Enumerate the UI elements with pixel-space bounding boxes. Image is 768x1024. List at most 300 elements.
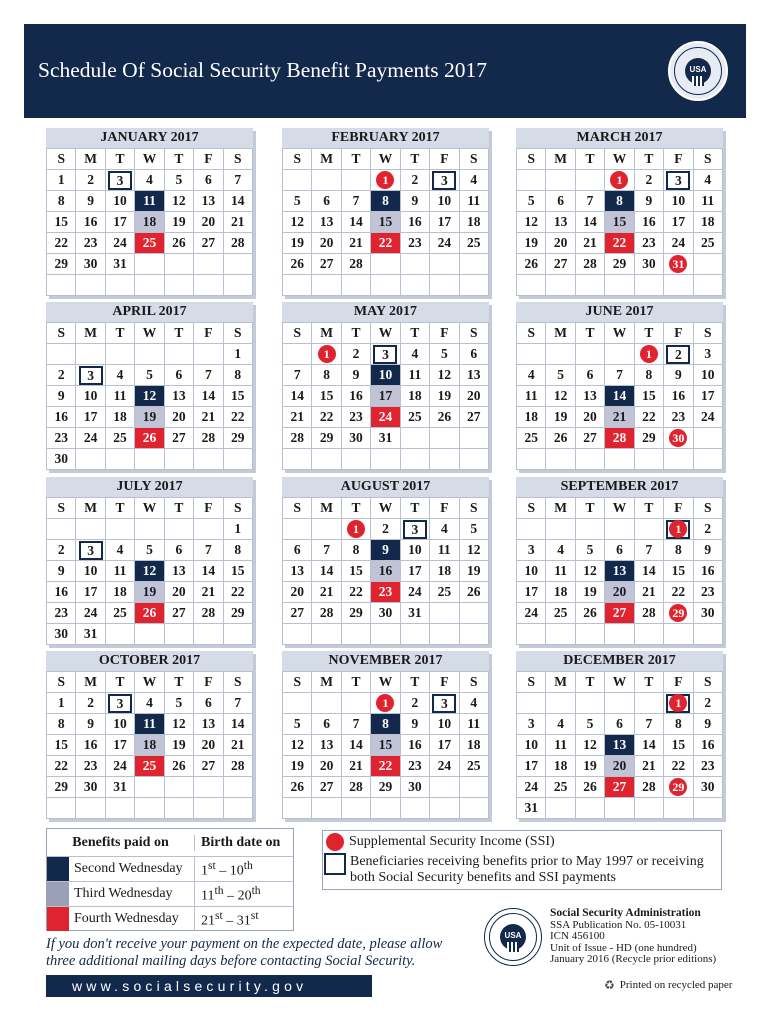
month-calendar [282,302,489,470]
day-cell [430,365,459,386]
day-cell [76,212,105,233]
day-number: 22 [54,235,68,250]
day-number: 7 [645,542,653,557]
recycle-icon: ♻ [604,978,615,992]
day-cell [546,540,575,561]
day-number: 20 [201,737,216,752]
day-cell [47,756,76,777]
day-number: 25 [467,758,481,773]
day-cell [605,735,634,756]
day-number: 17 [83,584,98,599]
weekday-header: F [430,149,459,170]
day-number: 2 [352,346,360,361]
day-cell [575,254,604,275]
day-number: 22 [378,758,393,773]
day-cell [634,170,663,191]
publication-number: SSA Publication No. 05-10031 [550,918,687,931]
day-number: 10 [83,563,98,578]
day-cell [664,407,693,428]
day-cell [312,254,341,275]
day-cell [371,407,400,428]
empty-day-cell [283,449,312,470]
day-cell [400,344,429,365]
empty-day-cell [459,603,488,624]
day-number: 28 [231,235,245,250]
empty-day-cell [400,624,429,645]
weekday-header: W [605,672,634,693]
weekday-header: W [371,498,400,519]
day-cell [283,233,312,254]
day-number: 27 [201,758,216,773]
day-number: 2 [382,521,389,536]
day-cell [223,386,252,407]
day-cell [135,582,164,603]
day-cell [105,735,134,756]
day-cell [283,561,312,582]
day-number: 11 [408,367,422,382]
day-cell [634,714,663,735]
weekday-header: T [575,672,604,693]
day-cell [76,561,105,582]
day-number: 19 [172,214,186,229]
day-cell [459,582,488,603]
weekday-header: F [430,672,459,693]
day-cell [47,582,76,603]
day-cell [341,365,370,386]
day-number: 26 [467,584,481,599]
weekday-header: W [135,498,164,519]
day-cell [76,603,105,624]
empty-day-cell [76,449,105,470]
day-cell [634,735,663,756]
day-number: 31 [113,256,127,271]
day-cell [76,714,105,735]
day-number: 24 [701,409,715,424]
day-cell [634,407,663,428]
weekday-header: S [459,149,488,170]
day-number: 30 [669,429,687,447]
day-cell [312,344,341,365]
day-number: 22 [54,758,68,773]
day-number: 2 [704,695,712,710]
day-number: 15 [54,214,68,229]
day-number: 28 [290,430,304,445]
day-cell [575,233,604,254]
day-number: 14 [612,388,627,403]
day-cell [575,735,604,756]
empty-day-cell [135,777,164,798]
day-number: 3 [108,694,132,713]
weekday-header: T [400,323,429,344]
day-number: 10 [378,367,393,382]
day-cell [400,582,429,603]
day-cell [459,693,488,714]
day-number: 8 [234,542,242,557]
day-number: 11 [554,737,567,752]
day-cell [664,386,693,407]
day-cell [312,777,341,798]
weekday-header: M [76,498,105,519]
payment-legend-table [46,828,294,931]
day-number: 26 [437,409,452,424]
day-cell [605,191,634,212]
month-title: JUNE 2017 [585,304,654,319]
day-cell [634,365,663,386]
day-cell [164,170,193,191]
day-number: 9 [411,193,419,208]
month-calendar [46,651,253,819]
empty-day-cell [517,449,546,470]
weekday-header: F [194,498,223,519]
day-number: 11 [143,193,156,208]
day-cell [430,540,459,561]
day-number: 18 [701,214,715,229]
day-number: 26 [553,430,568,445]
day-cell [546,191,575,212]
day-cell [283,777,312,798]
day-number: 24 [378,409,393,424]
day-cell [400,170,429,191]
empty-day-cell [517,170,546,191]
day-cell [341,254,370,275]
day-number: 26 [524,256,538,271]
empty-day-cell [47,344,76,365]
day-cell [693,386,722,407]
day-number: 15 [612,214,627,229]
day-number: 2 [57,367,65,382]
day-number: 24 [408,584,422,599]
day-number: 6 [293,542,301,557]
day-number: 14 [201,563,216,578]
day-number: 27 [467,409,481,424]
day-number: 16 [83,214,98,229]
day-number: 13 [583,388,597,403]
day-cell [341,212,370,233]
weekday-header: T [634,323,663,344]
day-number: 11 [113,388,127,403]
day-number: 10 [83,388,98,403]
day-cell [400,693,429,714]
day-cell [312,756,341,777]
empty-day-cell [605,693,634,714]
empty-day-cell [605,449,634,470]
empty-day-cell [430,603,459,624]
day-cell [164,540,193,561]
month-grid [46,671,253,819]
day-number: 13 [172,388,186,403]
day-cell [664,714,693,735]
day-cell [575,582,604,603]
day-cell [517,777,546,798]
day-number: 29 [378,779,393,794]
day-number: 24 [671,235,686,250]
website-url[interactable]: www.socialsecurity.gov [46,975,372,997]
day-number: 29 [231,605,245,620]
day-number: 29 [669,778,687,796]
day-number: 31 [408,605,422,620]
day-number: 8 [57,716,65,731]
empty-day-cell [664,449,693,470]
day-cell [664,735,693,756]
day-number: 21 [612,409,627,424]
day-number: 23 [408,235,422,250]
day-number: 26 [583,779,597,794]
weekday-header: T [164,149,193,170]
day-number: 23 [408,758,422,773]
day-number: 8 [234,367,242,382]
day-cell [430,212,459,233]
day-cell [459,233,488,254]
day-number: 14 [349,214,363,229]
day-number: 9 [57,388,65,403]
ssi-dot-icon [326,833,344,851]
day-number: 14 [642,563,656,578]
day-number: 30 [378,605,393,620]
day-cell [664,540,693,561]
day-cell [194,714,223,735]
day-cell [164,212,193,233]
day-number: 27 [612,605,627,620]
day-cell [223,212,252,233]
day-cell [164,428,193,449]
day-number: 26 [172,758,186,773]
day-cell [693,212,722,233]
key-ssi-row [323,831,721,851]
day-cell [430,582,459,603]
weekday-header: F [664,672,693,693]
day-cell [312,582,341,603]
empty-day-cell [371,798,400,819]
day-cell [459,540,488,561]
day-number: 1 [57,172,65,187]
day-number: 15 [378,214,393,229]
day-cell [76,233,105,254]
day-cell [76,735,105,756]
month-title: OCTOBER 2017 [98,653,201,668]
day-number: 5 [146,367,153,382]
day-cell [605,386,634,407]
day-number: 4 [146,695,153,710]
legend-birth-range: 11th – 20th [201,883,261,904]
empty-day-cell [371,624,400,645]
day-cell [223,603,252,624]
day-number: 9 [87,716,94,731]
legend-row-fourth [47,906,293,931]
day-cell [312,735,341,756]
day-number: 6 [323,716,330,731]
day-number: 27 [172,430,186,445]
day-number: 10 [524,563,538,578]
day-cell [546,561,575,582]
day-number: 23 [701,584,715,599]
empty-day-cell [194,254,223,275]
legend-paid-label: Fourth Wednesday [74,911,179,926]
empty-day-cell [605,344,634,365]
day-number: 14 [201,388,216,403]
day-cell [47,777,76,798]
day-number: 25 [467,235,481,250]
publication-icn: ICN 456100 [550,930,605,942]
day-number: 19 [437,388,452,403]
day-number: 1 [234,521,242,536]
empty-day-cell [634,519,663,540]
day-cell [459,561,488,582]
empty-day-cell [517,275,546,296]
day-number: 21 [319,584,334,599]
day-number: 1 [57,695,65,710]
empty-day-cell [430,777,459,798]
day-number: 7 [323,542,330,557]
day-number: 23 [54,605,68,620]
day-cell [400,233,429,254]
empty-day-cell [400,449,429,470]
weekday-header: S [517,149,546,170]
day-number: 4 [470,172,478,187]
empty-day-cell [459,798,488,819]
day-cell [283,540,312,561]
empty-day-cell [105,275,134,296]
empty-day-cell [76,519,105,540]
day-cell [312,407,341,428]
day-number: 15 [319,388,334,403]
day-cell [223,170,252,191]
day-cell [223,714,252,735]
day-number: 30 [349,430,363,445]
empty-day-cell [194,449,223,470]
empty-day-cell [634,693,663,714]
day-number: 3 [704,346,712,361]
day-cell [341,407,370,428]
day-number: 6 [470,346,478,361]
empty-day-cell [105,344,134,365]
day-number: 1 [318,345,336,363]
day-cell [76,191,105,212]
day-cell [105,191,134,212]
day-cell [223,756,252,777]
empty-day-cell [605,624,634,645]
weekday-header: S [693,672,722,693]
day-cell [693,540,722,561]
day-cell [371,735,400,756]
empty-day-cell [371,254,400,275]
empty-day-cell [341,170,370,191]
day-number: 24 [524,779,538,794]
day-cell [105,540,134,561]
day-number: 8 [323,367,330,382]
day-cell [371,582,400,603]
day-number: 27 [583,430,597,445]
weekday-header: T [105,672,134,693]
day-number: 31 [669,255,687,273]
month-grid [516,671,723,819]
mailing-notice: If you don't receive your payment on the expected date, please allow three additional mailing days before contacting Social Security. [46,936,443,969]
day-cell [546,777,575,798]
day-number: 4 [527,367,535,382]
day-cell [105,693,134,714]
day-number: 3 [79,366,103,385]
day-cell [194,603,223,624]
day-cell [194,233,223,254]
day-number: 18 [408,388,422,403]
day-cell [194,407,223,428]
day-cell [194,170,223,191]
weekday-header: S [223,672,252,693]
day-cell [223,344,252,365]
day-cell [371,365,400,386]
day-number: 13 [201,716,216,731]
day-cell [634,386,663,407]
weekday-header: S [459,323,488,344]
day-cell [693,756,722,777]
day-cell [135,561,164,582]
day-number: 11 [437,542,451,557]
day-cell [575,212,604,233]
day-cell [430,170,459,191]
day-cell [459,212,488,233]
day-cell [105,561,134,582]
empty-day-cell [664,624,693,645]
day-number: 27 [319,779,334,794]
weekday-header: T [634,672,663,693]
day-cell [693,603,722,624]
empty-day-cell [430,798,459,819]
empty-day-cell [575,170,604,191]
day-cell [105,428,134,449]
day-cell [76,582,105,603]
day-number: 8 [382,716,389,731]
day-cell [693,714,722,735]
day-number: 21 [642,584,656,599]
weekday-header: F [664,323,693,344]
day-number: 15 [231,563,245,578]
empty-day-cell [194,275,223,296]
day-number: 3 [432,171,456,190]
day-cell [105,756,134,777]
weekday-header: T [105,149,134,170]
day-cell [634,254,663,275]
day-number: 30 [408,779,422,794]
day-cell [341,582,370,603]
day-cell [76,756,105,777]
day-number: 18 [467,214,481,229]
day-number: 6 [204,695,212,710]
day-number: 28 [612,430,627,445]
day-number: 10 [437,193,452,208]
day-number: 30 [83,256,98,271]
empty-day-cell [634,275,663,296]
day-cell [546,582,575,603]
day-number: 15 [671,563,686,578]
day-number: 1 [669,520,687,538]
empty-day-cell [575,275,604,296]
weekday-header: T [400,672,429,693]
day-cell [400,212,429,233]
empty-day-cell [312,519,341,540]
empty-day-cell [76,344,105,365]
empty-day-cell [341,693,370,714]
day-number: 7 [204,542,212,557]
weekday-header: T [575,323,604,344]
day-number: 16 [701,737,715,752]
day-cell [135,191,164,212]
empty-day-cell [693,275,722,296]
day-number: 15 [378,737,393,752]
day-number: 21 [201,409,216,424]
weekday-header: S [283,323,312,344]
day-number: 3 [79,541,103,560]
day-number: 5 [440,346,448,361]
empty-day-cell [575,449,604,470]
